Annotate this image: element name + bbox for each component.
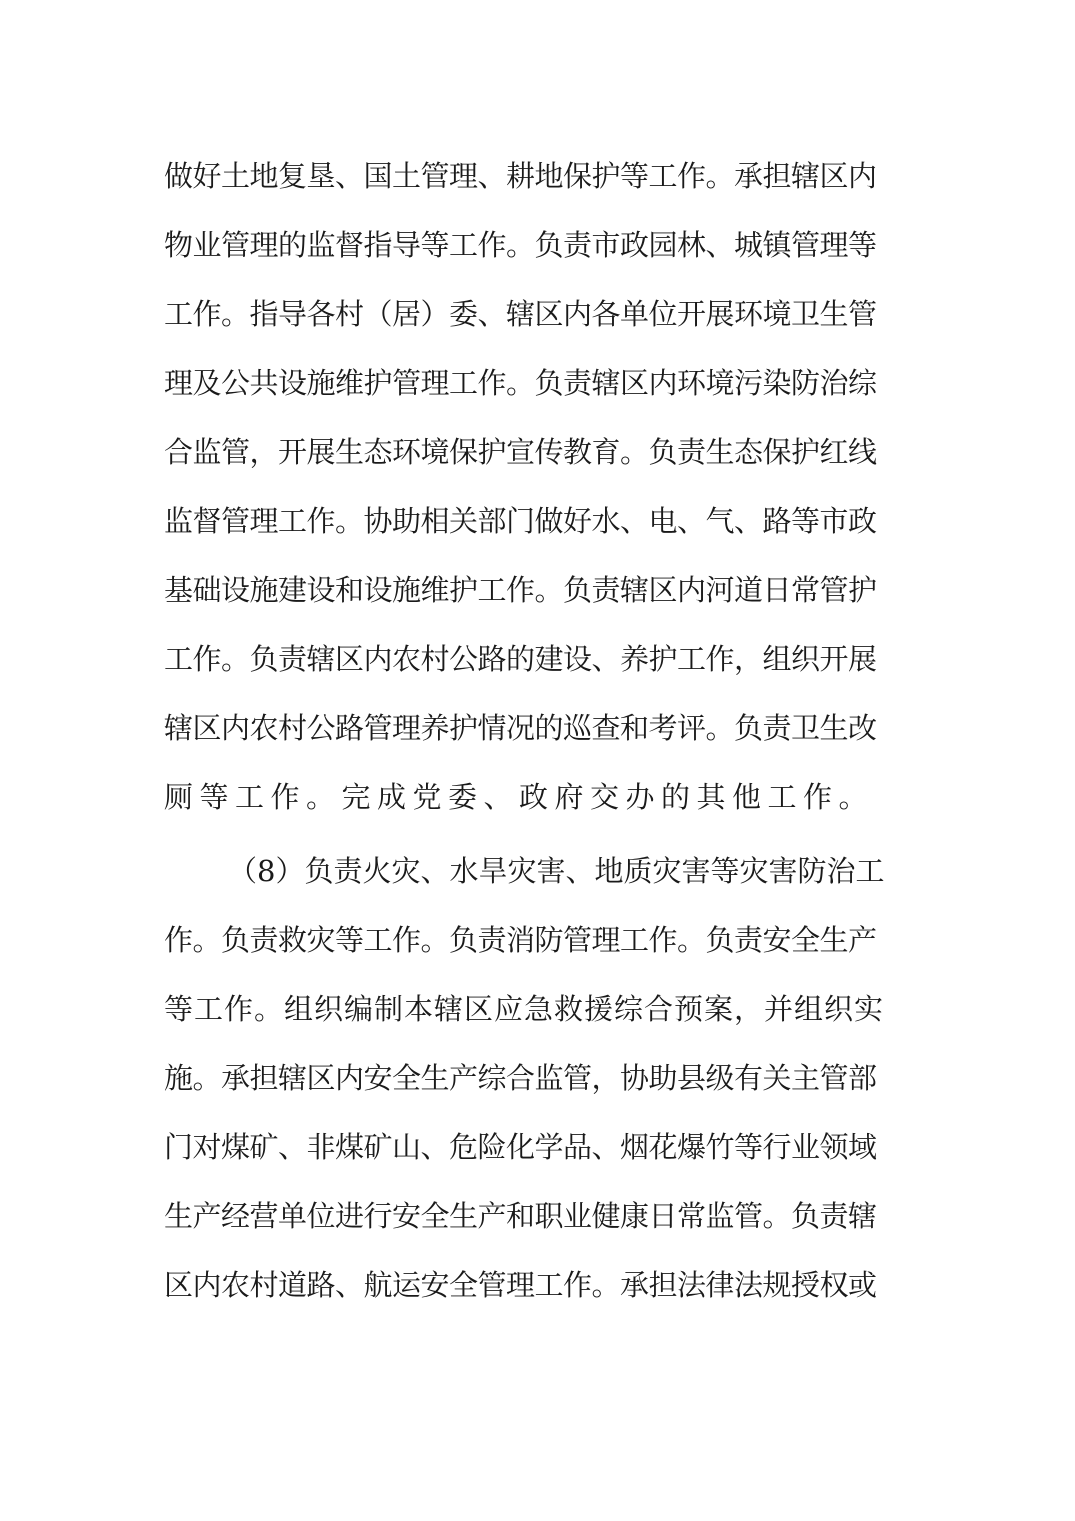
paragraph-2-line-3: 等工作。组织编制本辖区应急救援综合预案，并组织实 bbox=[164, 992, 885, 1026]
paragraph-1-line-7: 基础设施建设和设施维护工作。负责辖区内河道日常管护 bbox=[164, 573, 877, 607]
paragraph-2-line-7: 区内农村道路、航运安全管理工作。承担法律法规授权或 bbox=[164, 1268, 877, 1302]
paragraph-1-line-9: 辖区内农村公路管理养护情况的巡查和考评。负责卫生改 bbox=[164, 711, 877, 745]
paragraph-1-line-2: 物业管理的监督指导等工作。负责市政园林、城镇管理等 bbox=[164, 228, 877, 262]
paragraph-1-line-4: 理及公共设施维护管理工作。负责辖区内环境污染防治综 bbox=[164, 366, 877, 400]
paragraph-1-line-3: 工作。指导各村（居）委、辖区内各单位开展环境卫生管 bbox=[164, 297, 877, 331]
paragraph-2-line-5: 门对煤矿、非煤矿山、危险化学品、烟花爆竹等行业领域 bbox=[164, 1130, 877, 1164]
paragraph-1-line-8: 工作。负责辖区内农村公路的建设、养护工作，组织开展 bbox=[164, 642, 877, 676]
paragraph-2-line-4: 施。承担辖区内安全生产综合监管，协助县级有关主管部 bbox=[164, 1061, 877, 1095]
paragraph-1-line-5: 合监管，开展生态环境保护宣传教育。负责生态保护红线 bbox=[164, 435, 877, 469]
paragraph-1-line-6: 监督管理工作。协助相关部门做好水、电、气、路等市政 bbox=[164, 504, 877, 538]
paragraph-2-line-1: （8）负责火灾、水旱灾害、地质灾害等灾害防治工 bbox=[228, 854, 885, 888]
paragraph-2-line-6: 生产经营单位进行安全生产和职业健康日常监管。负责辖 bbox=[164, 1199, 877, 1233]
paragraph-1-line-1: 做好土地复垦、国土管理、耕地保护等工作。承担辖区内 bbox=[164, 159, 877, 193]
paragraph-2-line-2: 作。负责救灾等工作。负责消防管理工作。负责安全生产 bbox=[164, 923, 877, 957]
paragraph-1-line-10: 厕等工作。完成党委、政府交办的其他工作。 bbox=[164, 780, 875, 814]
